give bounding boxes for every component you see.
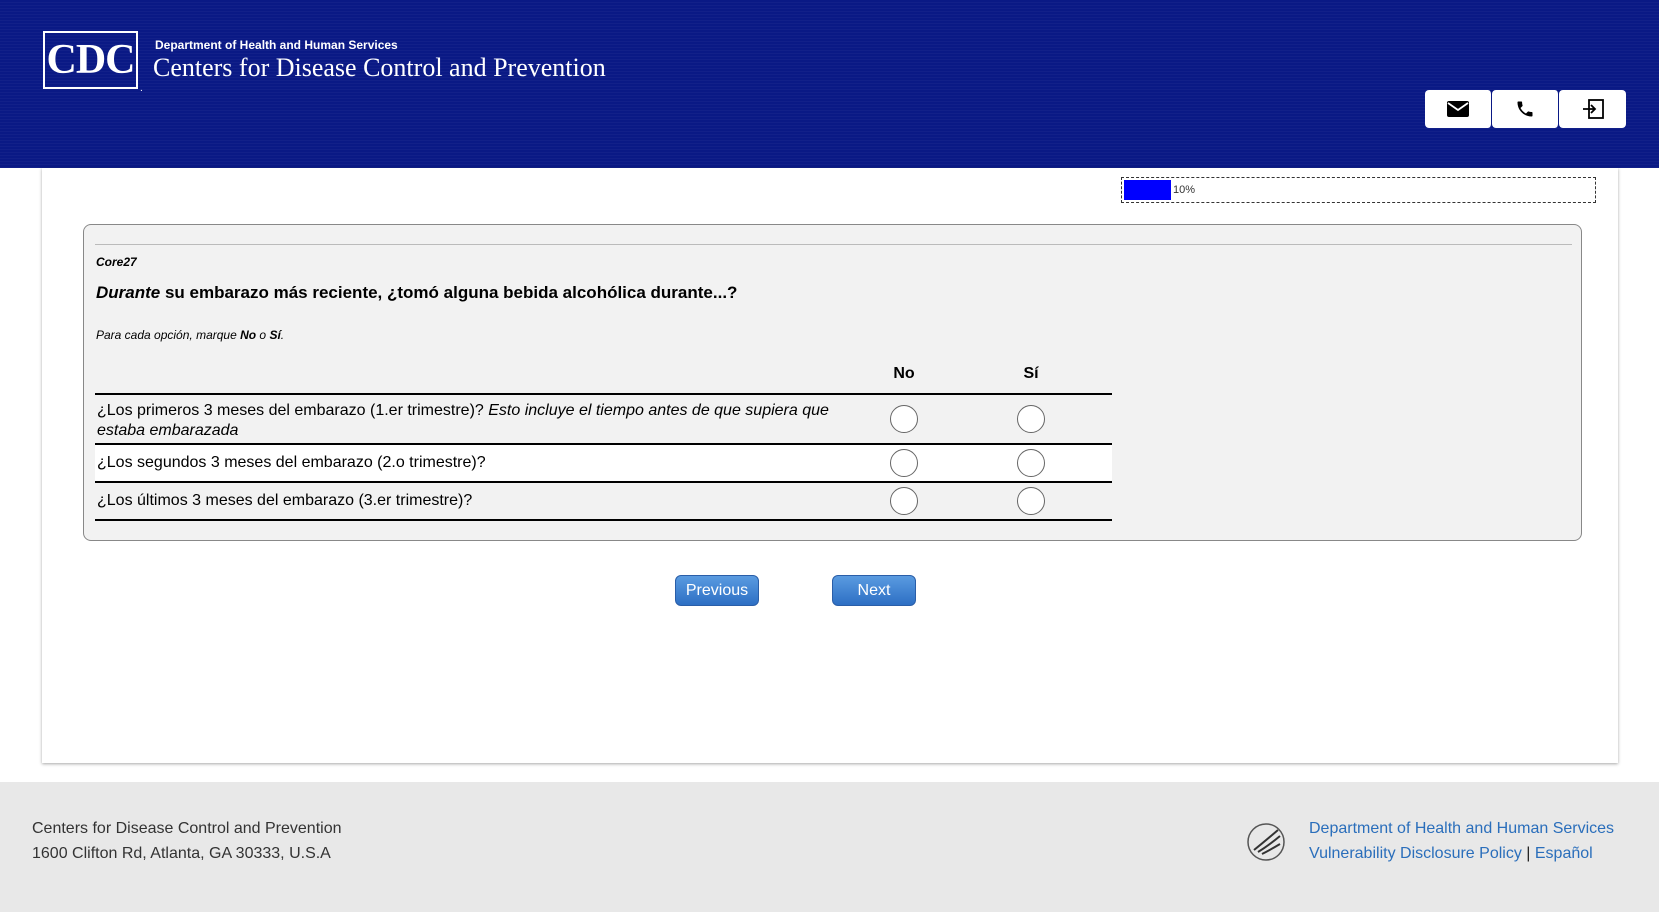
footer-org-name: Centers for Disease Control and Prevention: [32, 820, 342, 837]
previous-button[interactable]: Previous: [675, 575, 759, 606]
table-row: [95, 395, 1112, 445]
question-panel: [83, 224, 1582, 541]
phone-icon: [1515, 99, 1535, 119]
email-button[interactable]: [1425, 90, 1492, 128]
logout-icon: [1582, 99, 1604, 119]
radio-si-row1[interactable]: [1017, 405, 1045, 433]
column-header-no: No: [893, 365, 915, 382]
cdc-logo[interactable]: CDC: [43, 31, 138, 89]
department-name: Department of Health and Human Services: [155, 38, 398, 52]
header-actions: [1425, 90, 1626, 128]
footer-address: [32, 816, 342, 866]
column-header-si: Sí: [1023, 365, 1039, 382]
espanol-link[interactable]: Español: [1534, 845, 1593, 862]
footer-links: [1309, 816, 1614, 866]
site-header: [0, 0, 1659, 168]
logout-button[interactable]: [1559, 90, 1626, 128]
radio-no-row3[interactable]: [890, 487, 918, 515]
table-row: [95, 445, 1112, 483]
progress-label: 10%: [1173, 184, 1196, 196]
link-separator: |: [1521, 845, 1535, 862]
vulnerability-disclosure-link[interactable]: Vulnerability Disclosure Policy: [1309, 845, 1522, 862]
footer-street-address: 1600 Clifton Rd, Atlanta, GA 30333, U.S.A: [32, 845, 331, 862]
site-footer: [0, 782, 1659, 912]
next-button[interactable]: Next: [832, 575, 916, 606]
question-instruction: Para cada opción, marque No o Sí.: [96, 328, 285, 342]
hhs-eagle-icon: [1244, 820, 1288, 864]
question-code: Core27: [96, 255, 137, 269]
radio-no-row1[interactable]: [890, 405, 918, 433]
table-row: [95, 483, 1112, 521]
hhs-link[interactable]: Department of Health and Human Services: [1309, 820, 1615, 837]
row-label: ¿Los últimos 3 meses del embarazo (3.er trimestre)?: [97, 492, 473, 509]
footer-link-line: [1309, 841, 1614, 866]
mail-icon: [1447, 101, 1469, 117]
question-title: Durante su embarazo más reciente, ¿tomó alguna bebida alcohólica durante...?: [96, 283, 738, 302]
row-label: ¿Los segundos 3 meses del embarazo (2.o trimestre)?: [97, 454, 486, 471]
progress-bar: [1121, 177, 1596, 203]
radio-si-row2[interactable]: [1017, 449, 1045, 477]
logo-mark: .: [140, 83, 143, 94]
row-label: ¿Los primeros 3 meses del embarazo (1.er trimestre)? Esto incluye el tiempo antes de que supiera que estaba embarazada: [97, 402, 829, 439]
progress-fill: [1124, 180, 1171, 200]
divider: [95, 244, 1572, 245]
phone-button[interactable]: [1492, 90, 1559, 128]
radio-no-row2[interactable]: [890, 449, 918, 477]
radio-si-row3[interactable]: [1017, 487, 1045, 515]
agency-name: Centers for Disease Control and Prevention: [153, 53, 606, 82]
